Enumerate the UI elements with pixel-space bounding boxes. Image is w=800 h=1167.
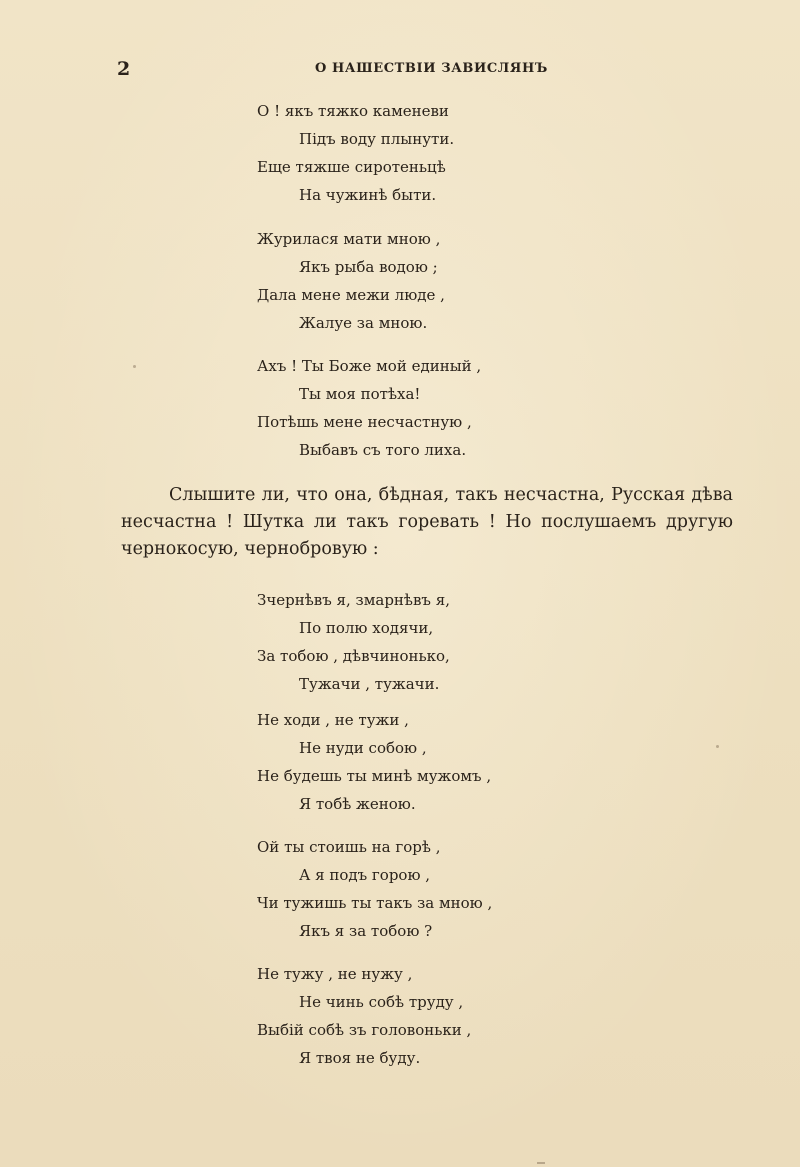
verse-line: Я тобѣ женою. [299,795,416,813]
verse-line: Еще тяжше сиротеньцѣ [257,158,446,176]
verse-line: Ой ты стоишь на горѣ , [257,838,441,856]
verse-line: Не нуди собою , [299,739,427,757]
stanza [257,706,557,818]
page-number: 2 [117,58,131,80]
verse-line: Ты моя потѣха! [299,385,421,403]
verse-line: За тобою , дѣвчинонько, [257,647,450,665]
verse-line: Я твоя не буду. [299,1049,421,1067]
verse-line: Потѣшь мене несчастную , [257,413,472,431]
prose-paragraph: Слышите ли, что она, бѣдная, такъ несчастна, Русская дѣва несчастна ! Шутка ли такъ горевать ! Но послушаемъ другую чернокосую, чернобровую : [121,485,733,559]
verse-line: Жалуе за мною. [299,314,428,332]
verse-line: По полю ходячи, [299,619,434,637]
stanza [257,833,557,945]
verse-line: Не тужу , не нужу , [257,965,413,983]
page-header [0,58,800,82]
verse-line: Дала мене межи люде , [257,286,445,304]
verse-line: На чужинѣ быти. [299,186,437,204]
stanza [257,352,557,464]
stanza [257,225,557,337]
verse-line: О ! якъ тяжко каменеви [257,102,449,120]
stanza [257,97,557,209]
verse-line: Якъ я за тобою ? [299,922,433,940]
verse-line: Не ходи , не тужи , [257,711,409,729]
verse-line: Не будешь ты минѣ мужомъ , [257,767,492,785]
prose-paragraph-block [121,482,733,563]
verse-line: Ахъ ! Ты Боже мой единый , [257,357,482,375]
verse-line: Підъ воду плынути. [299,130,455,148]
running-head: О НАШЕСТВІИ ЗАВИСЛЯНЪ [315,61,548,76]
paper-speck [537,1162,545,1164]
stanza [257,960,557,1072]
verse-line: Чи тужишь ты такъ за мною , [257,894,493,912]
verse-line: Зчернѣвъ я, змарнѣвъ я, [257,591,450,609]
verse-line: Не чинь собѣ труду , [299,993,464,1011]
verse-line: Тужачи , тужачи. [299,675,440,693]
verse-line: Якъ рыба водою ; [299,258,438,276]
verse-line: Выбавъ съ того лиха. [299,441,467,459]
paper-speck [133,365,136,368]
verse-line: Выбій собѣ зъ головоньки , [257,1021,472,1039]
verse-line: А я подъ горою , [299,866,431,884]
stanza [257,586,557,698]
verse-line: Журилася мати мною , [257,230,441,248]
paper-speck [716,745,719,748]
